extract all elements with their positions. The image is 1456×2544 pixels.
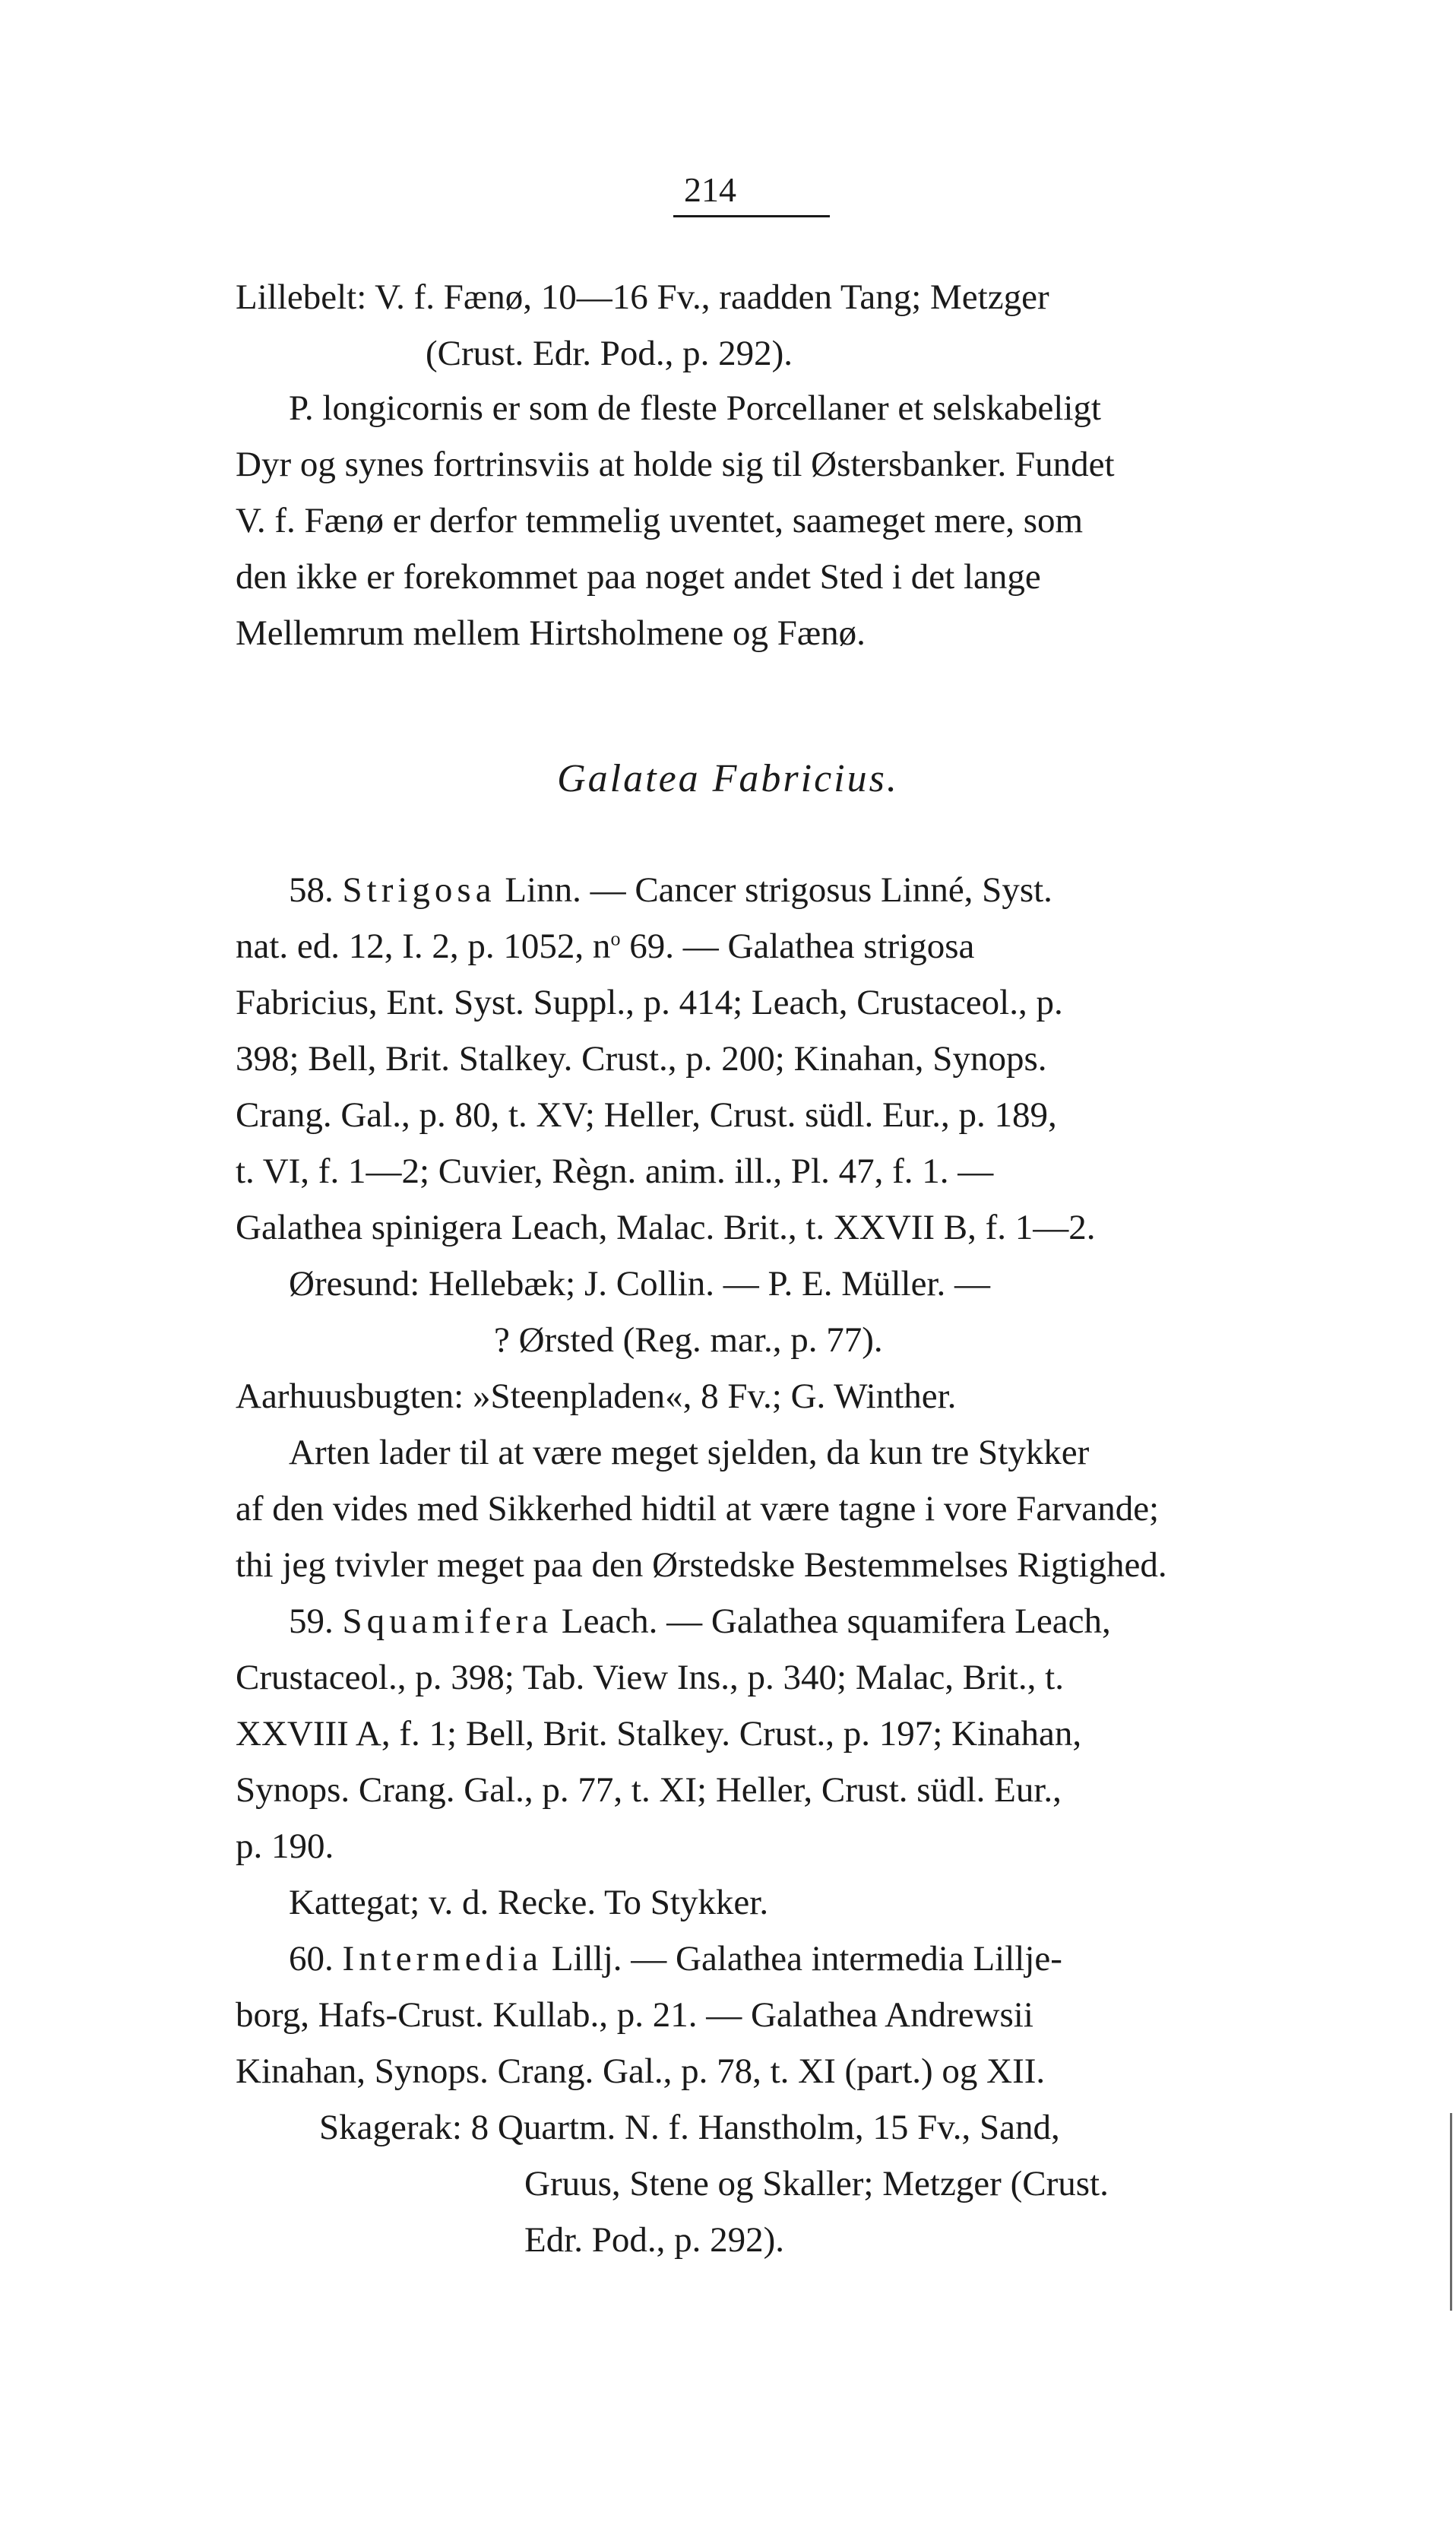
- text-line: ? Ørsted (Reg. mar., p. 77).: [494, 1320, 883, 1360]
- text-line: Aarhuusbugten: »Steenpladen«, 8 Fv.; G. Winther.: [236, 1377, 957, 1416]
- text-line: den ikke er forekommet paa noget andet Sted i det lange: [236, 557, 1041, 597]
- text-line: t. VI, f. 1—2; Cuvier, Règn. anim. ill., Pl. 47, f. 1. —: [236, 1152, 994, 1191]
- entry-text: Leach. — Galathea squamifera Leach,: [561, 1601, 1111, 1641]
- line-text: Lillebelt: V. f. Fænø, 10—16 Fv., raadden Tang; Metzger: [236, 277, 1049, 317]
- text-line: Dyr og synes fortrinsviis at holde sig til Østersbanker. Fundet: [236, 445, 1115, 484]
- text-line: XXVIII A, f. 1; Bell, Brit. Stalkey. Crust., p. 197; Kinahan,: [236, 1714, 1082, 1754]
- page-number: 214: [684, 170, 736, 209]
- text-line: [236, 923, 974, 970]
- scan-edge-mark: [1450, 2113, 1452, 2311]
- text-line: Kinahan, Synops. Crang. Gal., p. 78, t. XI (part.) og XII.: [236, 2051, 1046, 2091]
- text-line: Synops. Crang. Gal., p. 77, t. XI; Heller, Crust. südl. Eur.,: [236, 1770, 1062, 1810]
- text-line: thi jeg tvivler meget paa den Ørstedske Bestemmelses Rigtighed.: [236, 1545, 1167, 1585]
- text-line: Crang. Gal., p. 80, t. XV; Heller, Crust. südl. Eur., p. 189,: [236, 1095, 1057, 1135]
- text-line: p. 190.: [236, 1826, 334, 1866]
- text-line: af den vides med Sikkerhed hidtil at være tagne i vore Farvande;: [236, 1489, 1160, 1529]
- entry-number: 59.: [289, 1601, 334, 1641]
- text-line: Fabricius, Ent. Syst. Suppl., p. 414; Leach, Crustaceol., p.: [236, 983, 1063, 1022]
- entry-number: 60.: [289, 1939, 334, 1978]
- text-line: Mellemrum mellem Hirtsholmene og Fænø.: [236, 613, 866, 653]
- text-line: P. longicornis er som de fleste Porcellaner et selskabeligt: [289, 388, 1101, 428]
- species-entry-60: [289, 1935, 1062, 1982]
- species-name: Intermedia: [342, 1939, 543, 1978]
- text-line: Gruus, Stene og Skaller; Metzger (Crust.: [524, 2164, 1109, 2203]
- text-line: V. f. Fænø er derfor temmelig uventet, saameget mere, som: [236, 501, 1084, 540]
- text-line: Crustaceol., p. 398; Tab. View Ins., p. 340; Malac, Brit., t.: [236, 1658, 1064, 1697]
- text-line: Arten lader til at være meget sjelden, da kun tre Stykker: [289, 1433, 1090, 1472]
- numero-superscript: o: [610, 927, 621, 950]
- text-line: [236, 274, 1333, 321]
- text-line: Skagerak: 8 Quartm. N. f. Hanstholm, 15 Fv., Sand,: [319, 2108, 1060, 2147]
- text-line: Kattegat; v. d. Recke. To Stykker.: [289, 1883, 769, 1922]
- species-name: Strigosa: [342, 870, 496, 910]
- line-text: 69. — Galathea strigosa: [629, 927, 975, 966]
- species-name: Squamifera: [342, 1601, 553, 1641]
- species-entry-59: [289, 1598, 1111, 1645]
- text-line: 398; Bell, Brit. Stalkey. Crust., p. 200; Kinahan, Synops.: [236, 1039, 1047, 1079]
- genus-heading: Galatea Fabricius.: [557, 757, 899, 800]
- entry-text: Lillj. — Galathea intermedia Lillje-: [551, 1939, 1062, 1978]
- entry-text: Linn. — Cancer strigosus Linné, Syst.: [505, 870, 1052, 910]
- text-line: borg, Hafs-Crust. Kullab., p. 21. — Galathea Andrewsii: [236, 1995, 1033, 2035]
- species-entry-58: [289, 866, 1052, 914]
- text-line: (Crust. Edr. Pod., p. 292).: [426, 334, 793, 373]
- text-line: Øresund: Hellebæk; J. Collin. — P. E. Müller. —: [289, 1264, 991, 1304]
- entry-number: 58.: [289, 870, 334, 910]
- text-line: Edr. Pod., p. 292).: [524, 2220, 785, 2260]
- text-line: Galathea spinigera Leach, Malac. Brit., t. XXVII B, f. 1—2.: [236, 1208, 1096, 1247]
- page-number-rule: [673, 215, 830, 217]
- line-text: nat. ed. 12, I. 2, p. 1052, n: [236, 927, 611, 966]
